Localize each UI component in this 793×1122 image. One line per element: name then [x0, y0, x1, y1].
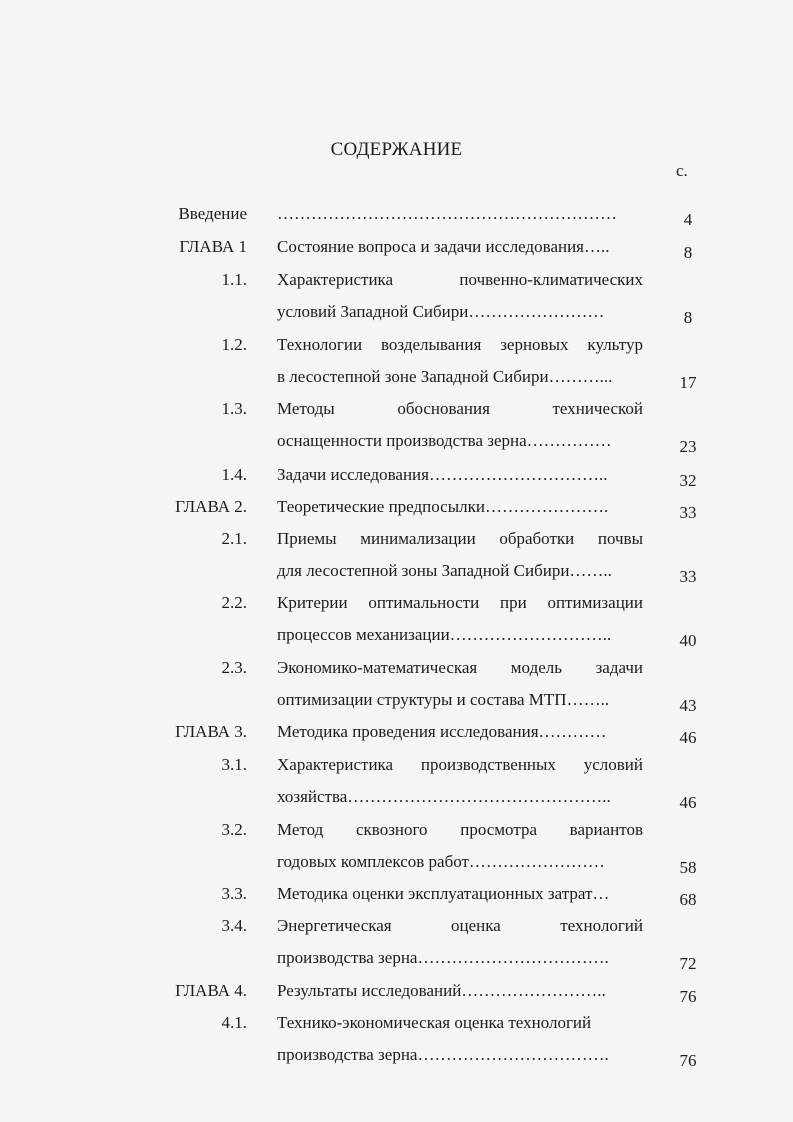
- toc-entry-number: ГЛАВА 2.: [175, 497, 247, 516]
- toc-entry-page: 33: [679, 503, 697, 522]
- toc-entry-page: 23: [679, 437, 697, 456]
- toc-entry-title-line: Энергетическая оценка технологий: [277, 916, 643, 935]
- toc-entry-title: [277, 329, 643, 393]
- toc-entry-page: 43: [679, 696, 697, 715]
- toc-entry-number: 1.1.: [221, 270, 247, 289]
- toc-entry-page: 8: [683, 308, 693, 327]
- toc-entry-number: 1.4.: [221, 465, 247, 484]
- toc-entry-title: [277, 910, 643, 974]
- toc-entry-number: 2.3.: [221, 658, 247, 677]
- toc-entry-page: 46: [679, 728, 697, 747]
- toc-entry-number: ГЛАВА 1: [179, 237, 247, 256]
- toc-entry-title: [277, 264, 643, 328]
- toc-entry-title-line: Результаты исследований……………………..: [277, 981, 606, 1000]
- toc-entry-title-line: Методика проведения исследования…………: [277, 722, 607, 741]
- toc-entry-page: 58: [679, 858, 697, 877]
- toc-entry-number: 1.3.: [221, 399, 247, 418]
- toc-entry-page: 33: [679, 567, 697, 586]
- toc-entry-number: ГЛАВА 3.: [175, 722, 247, 741]
- toc-entry-title: [277, 716, 643, 748]
- toc-entry-title-line: процессов механизации………………………..: [277, 625, 612, 644]
- toc-entry-title: [277, 459, 643, 491]
- toc-entry-number: 3.4.: [221, 916, 247, 935]
- toc-entry-title: [277, 749, 643, 813]
- toc-entry-title: [277, 491, 643, 523]
- toc-entry-title-line: Экономико-математическая модель задачи: [277, 658, 643, 677]
- toc-entry-page: 68: [679, 890, 697, 909]
- toc-entry-title-line: условий Западной Сибири……………………: [277, 302, 605, 321]
- toc-entry-title-line: Методы обоснования технической: [277, 399, 643, 418]
- toc-entry-page: 17: [679, 373, 697, 392]
- toc-entry-number: 2.2.: [221, 593, 247, 612]
- toc-entry-page: 76: [679, 987, 697, 1006]
- toc-entry-title-line: Методика оценки эксплуатационных затрат…: [277, 884, 610, 903]
- toc-entry-number: 2.1.: [221, 529, 247, 548]
- toc-entry-title-line: в лесостепной зоне Западной Сибири………...: [277, 367, 613, 386]
- toc-entry-title-line: хозяйства………………………………………..: [277, 787, 611, 806]
- toc-entry-title: [277, 523, 643, 587]
- toc-entry-title: [277, 878, 643, 910]
- toc-entry-title-line: оптимизации структуры и состава МТП……..: [277, 690, 610, 709]
- toc-entry-page: 32: [679, 471, 697, 490]
- toc-entry-title-line: годовых комплексов работ……………………: [277, 852, 605, 871]
- toc-entry-page: 40: [679, 631, 697, 650]
- toc-entry-title-line: ……………………………………………………: [277, 204, 617, 223]
- page-column-label: с.: [676, 161, 688, 180]
- toc-entry-title-line: Технологии возделывания зерновых культур: [277, 335, 643, 354]
- toc-entry-number: 3.1.: [221, 755, 247, 774]
- toc-entry-title-line: оснащенности производства зерна……………: [277, 431, 612, 450]
- toc-entry-title: [277, 814, 643, 878]
- toc-entry-title-line: Приемы минимализации обработки почвы: [277, 529, 643, 548]
- toc-entry-title: [277, 198, 643, 230]
- toc-entry-page: 72: [679, 954, 697, 973]
- toc-entry-title: [277, 1007, 643, 1071]
- toc-entry-number: 1.2.: [221, 335, 247, 354]
- toc-entry-title: [277, 652, 643, 716]
- toc-entry-title: [277, 975, 643, 1007]
- toc-entry-title-line: производства зерна…………………………….: [277, 1045, 609, 1064]
- toc-entry-title-line: производства зерна…………………………….: [277, 948, 609, 967]
- page-title: СОДЕРЖАНИЕ: [330, 139, 463, 160]
- toc-entry-title-line: Теоретические предпосылки………………….: [277, 497, 609, 516]
- toc-entry-page: 8: [683, 243, 693, 262]
- toc-entry-title-line: для лесостепной зоны Западной Сибири……..: [277, 561, 612, 580]
- toc-entry-number: 3.3.: [221, 884, 247, 903]
- toc-entry-page: 46: [679, 793, 697, 812]
- toc-entry-page: 76: [679, 1051, 697, 1070]
- toc-entry-title-line: Состояние вопроса и задачи исследования…..: [277, 237, 610, 256]
- toc-entry-title-line: Технико-экономическая оценка технологий: [277, 1013, 592, 1032]
- toc-entry-number: 3.2.: [221, 820, 247, 839]
- toc-entry-title-line: Характеристика производственных условий: [277, 755, 643, 774]
- toc-entry-title-line: Метод сквозного просмотра вариантов: [277, 820, 643, 839]
- toc-entry-title-line: Характеристика почвенно-климатических: [277, 270, 643, 289]
- toc-entry-title-line: Критерии оптимальности при оптимизации: [277, 593, 643, 612]
- toc-entry-title: [277, 231, 643, 263]
- toc-entry-number: ГЛАВА 4.: [175, 981, 247, 1000]
- toc-entry-title: [277, 393, 643, 457]
- toc-entry-number: 4.1.: [221, 1013, 247, 1032]
- toc-entry-title: [277, 587, 643, 651]
- toc-entry-title-line: Задачи исследования…………………………..: [277, 465, 608, 484]
- toc-entry-page: 4: [683, 210, 693, 229]
- toc-entry-number: Введение: [178, 204, 247, 223]
